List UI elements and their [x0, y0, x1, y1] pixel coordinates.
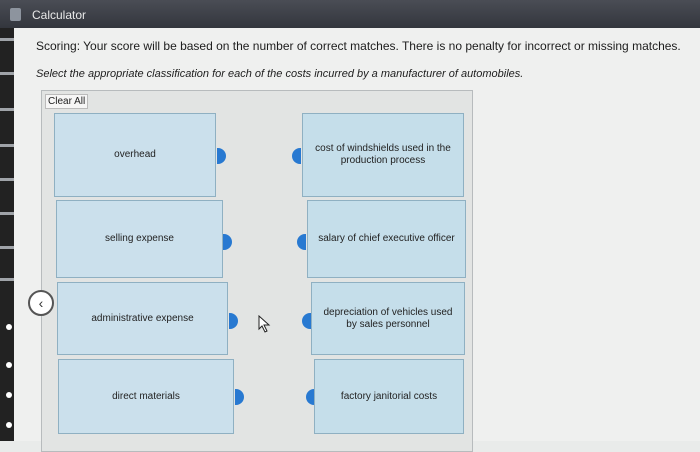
calculator-label[interactable]: Calculator: [32, 8, 87, 22]
clear-all-button[interactable]: Clear All: [45, 94, 88, 109]
strip-dot: [6, 392, 12, 398]
scoring-text: Scoring: Your score will be based on the number of correct matches. There is no penalty for incorrect or missing matches.: [36, 39, 681, 53]
classification-box[interactable]: direct materials: [58, 359, 234, 434]
strip-mark: [0, 246, 14, 249]
left-scroll-strip: [0, 28, 14, 441]
cost-box[interactable]: factory janitorial costs: [314, 359, 464, 434]
strip-mark: [0, 72, 14, 75]
cost-box[interactable]: cost of windshields used in the production process: [302, 113, 464, 197]
mouse-pointer-icon: [258, 315, 272, 333]
strip-dot: [6, 362, 12, 368]
strip-mark: [0, 212, 14, 215]
strip-mark: [0, 108, 14, 111]
classification-box[interactable]: overhead: [54, 113, 216, 197]
title-bar: [0, 0, 700, 28]
strip-mark: [0, 144, 14, 147]
chevron-left-icon[interactable]: ‹: [28, 290, 54, 316]
strip-mark: [0, 38, 14, 41]
classification-box[interactable]: selling expense: [56, 200, 223, 278]
cost-box[interactable]: depreciation of vehicles used by sales personnel: [311, 282, 465, 355]
instruction-text: Select the appropriate classification for each of the costs incurred by a manufacturer of automobiles.: [36, 68, 524, 80]
calculator-icon[interactable]: [10, 8, 21, 21]
connector-left-icon[interactable]: [302, 313, 311, 329]
question-content: [14, 28, 700, 441]
cost-box[interactable]: salary of chief executive officer: [307, 200, 466, 278]
strip-mark: [0, 278, 14, 281]
classification-box[interactable]: administrative expense: [57, 282, 228, 355]
connector-left-icon[interactable]: [297, 234, 306, 250]
strip-dot: [6, 324, 12, 330]
connector-left-icon[interactable]: [292, 148, 301, 164]
strip-dot: [6, 422, 12, 428]
strip-mark: [0, 178, 14, 181]
